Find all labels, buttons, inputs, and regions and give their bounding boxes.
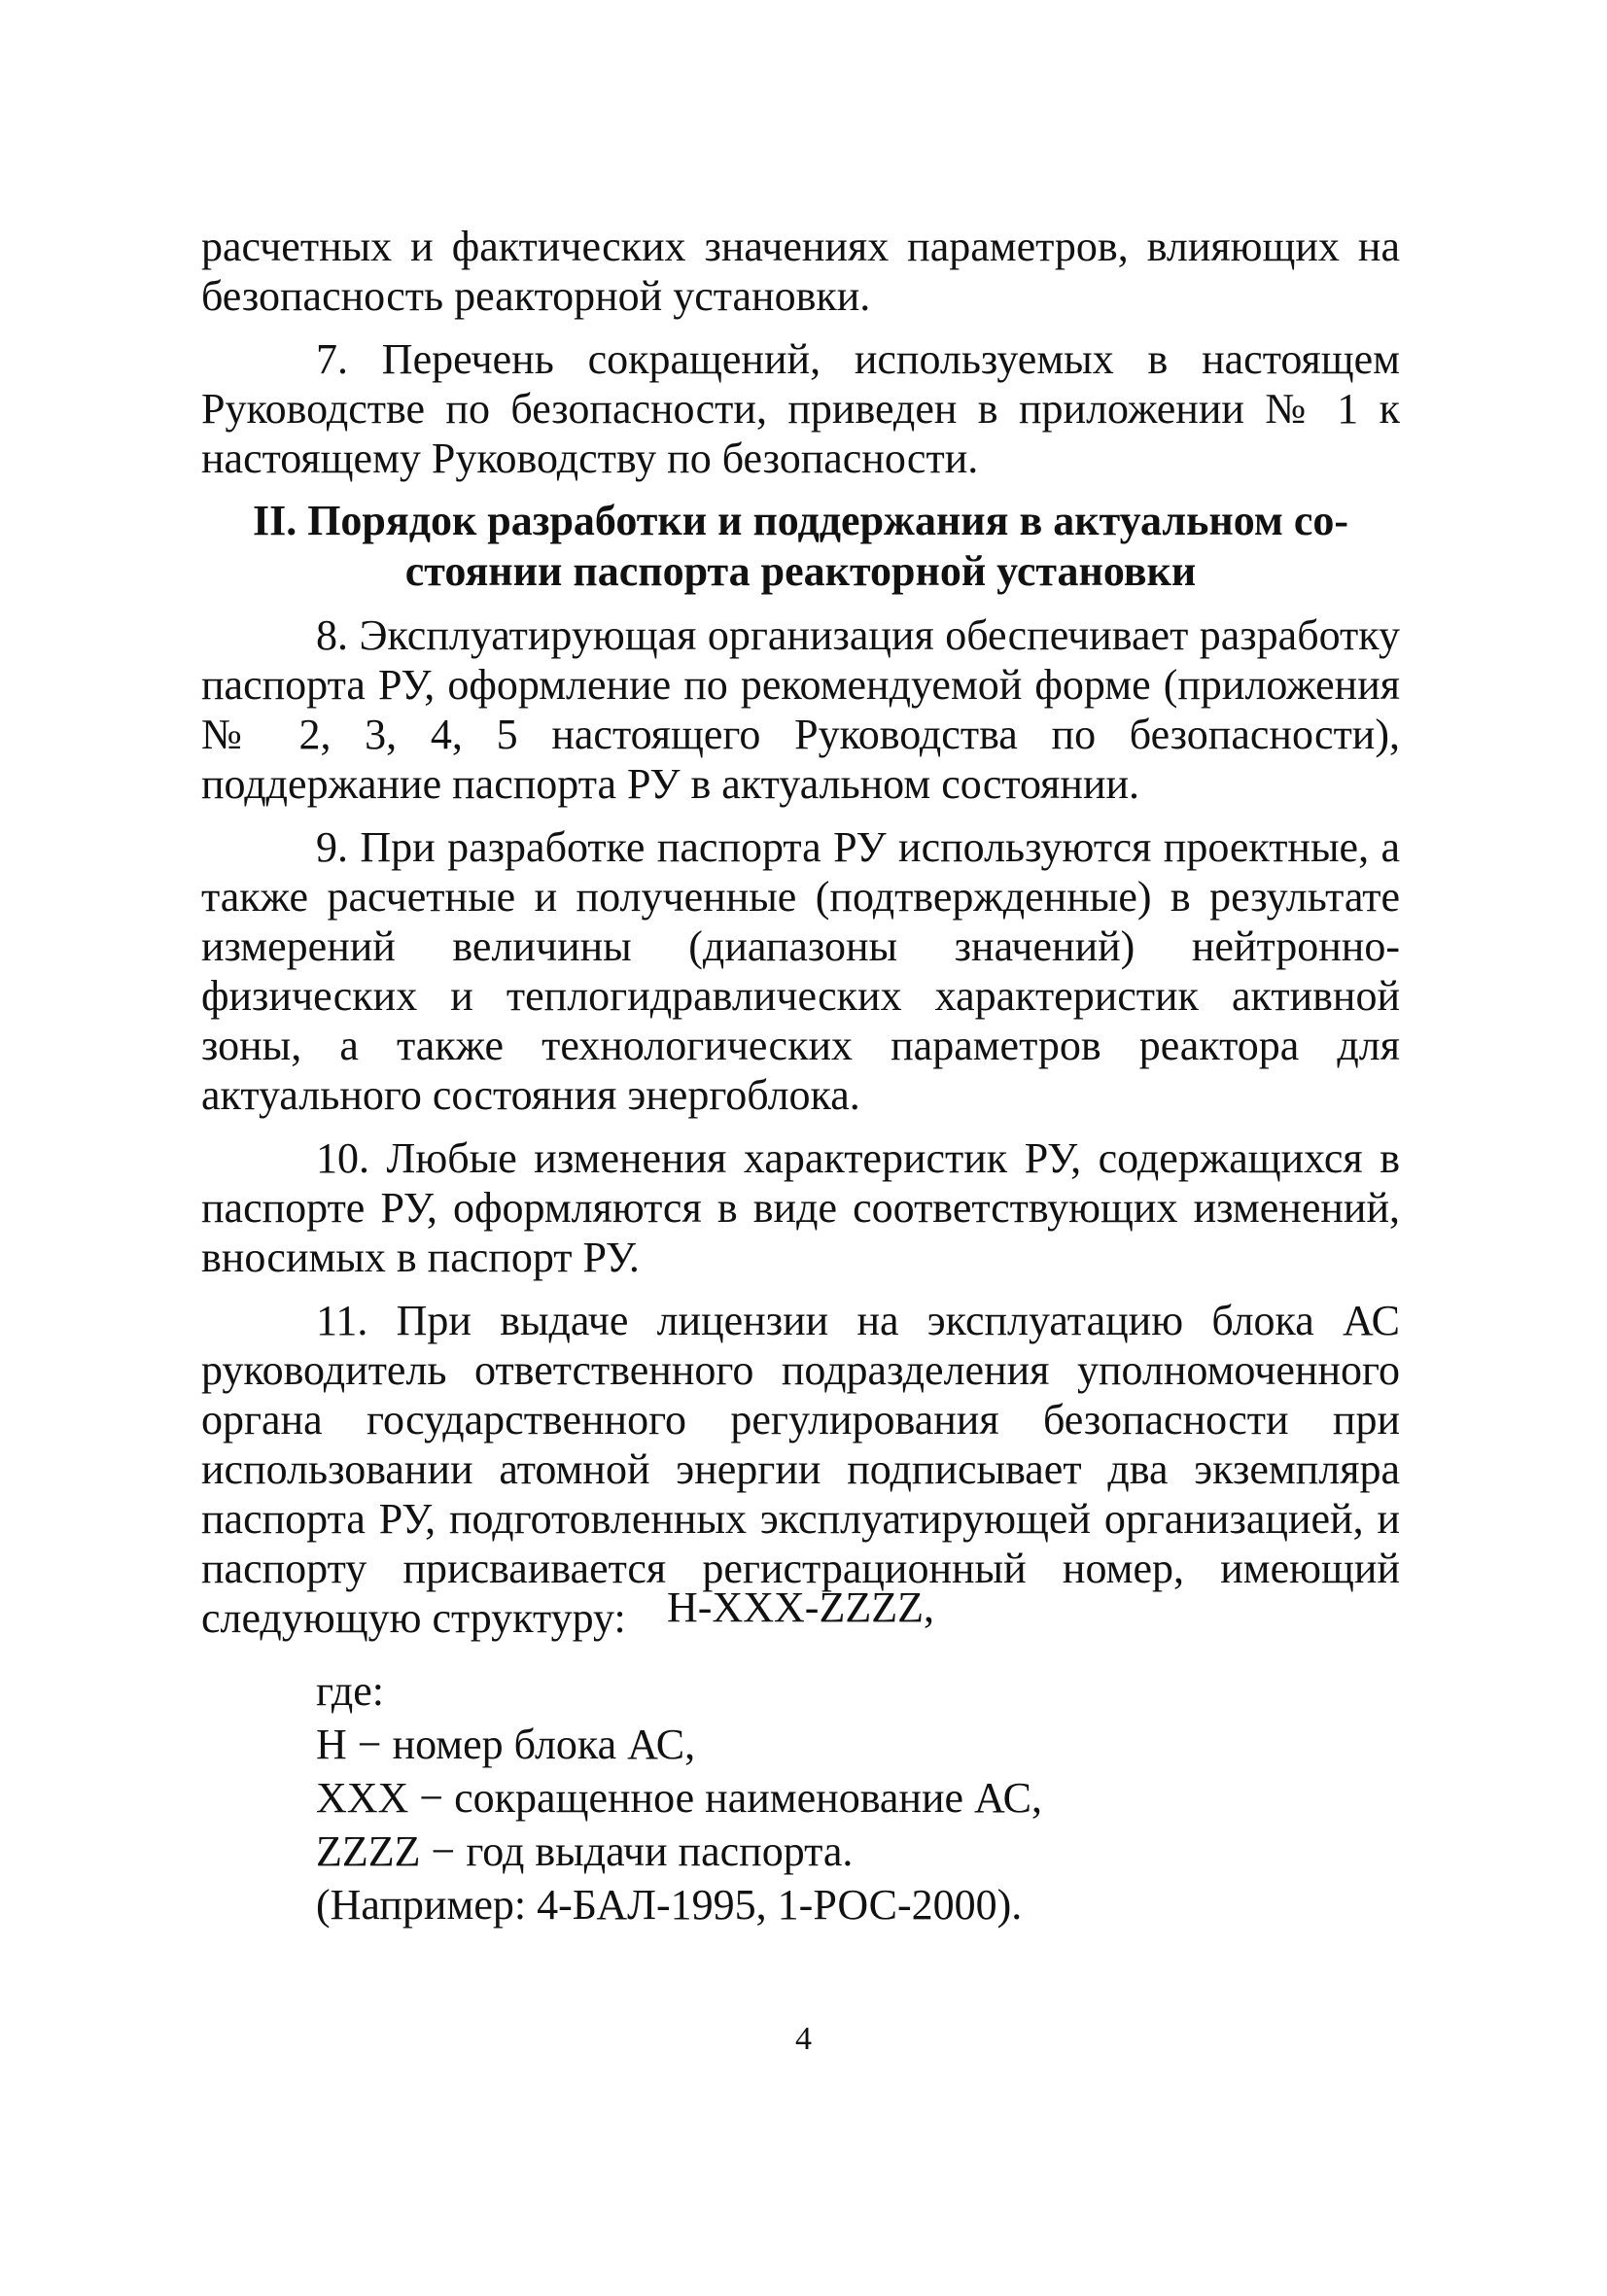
legend-item-issue-year: ZZZZ − год выдачи паспорта. <box>316 1827 854 1875</box>
main-text-block <box>201 610 1400 1656</box>
registration-number-formula: Н-ХХХ-ZZZZ, <box>667 1583 934 1631</box>
legend-example: (Например: 4-БАЛ-1995, 1-РОС-2000). <box>316 1881 1023 1929</box>
paragraph-7: 7. Перечень сокращений, используемых в настоящем Руководстве по безопасности, приведен в приложении № 1 к настоящему Руководству по безопасности. <box>201 335 1400 482</box>
section-heading-line-2: стоянии паспорта реакторной установки <box>404 547 1197 595</box>
paragraph-10: 10. Любые изменения характеристик РУ, содержащихся в паспорте РУ, оформляются в виде соответствующих изменений, вносимых в паспорт РУ. <box>201 1134 1400 1281</box>
paragraph-8: 8. Эксплуатирующая организация обеспечивает разработку паспорта РУ, оформление по рекомендуемой форме (приложения № 2, 3, 4, 5 настоящего Руководства по безопасности), поддержание паспорта РУ в актуальном состоянии. <box>201 611 1400 808</box>
legend-item-plant-abbreviation: ХХХ − сокращенное наименование АС, <box>316 1774 1042 1822</box>
paragraph-11: 11. При выдаче лицензии на эксплуатацию блока АС руководитель ответственного подразделения уполномоченного органа государственного регулирования безопасности при использовании атомной энергии подписывает два экземпляра паспорта РУ, подготовленных эксплуатирующей организацией, и паспорту присваивается регистрационный номер, имеющий следующую структуру: <box>201 1297 1400 1642</box>
section-heading-line-1: II. Порядок разработки и поддержания в актуальном со- <box>252 497 1349 544</box>
intro-text-block <box>201 222 1400 497</box>
legend-intro: где: <box>316 1667 384 1715</box>
formula-legend <box>316 1664 1385 1931</box>
page-number: 4 <box>795 2021 812 2057</box>
paragraph-continuation: расчетных и фактических значениях параметров, влияющих на безопасность реакторной установки. <box>201 223 1400 320</box>
legend-item-unit-number: Н − номер блока АС, <box>316 1721 696 1768</box>
section-heading <box>201 496 1400 597</box>
paragraph-9: 9. При разработке паспорта РУ используются проектные, а также расчетные и полученные (подтвержденные) в результате измерений величины (диапазоны значений) нейтронно-физических и теплогидравлических характеристик активной зоны, а также технологических параметров реактора для актуального состояния энергоблока. <box>201 823 1400 1119</box>
